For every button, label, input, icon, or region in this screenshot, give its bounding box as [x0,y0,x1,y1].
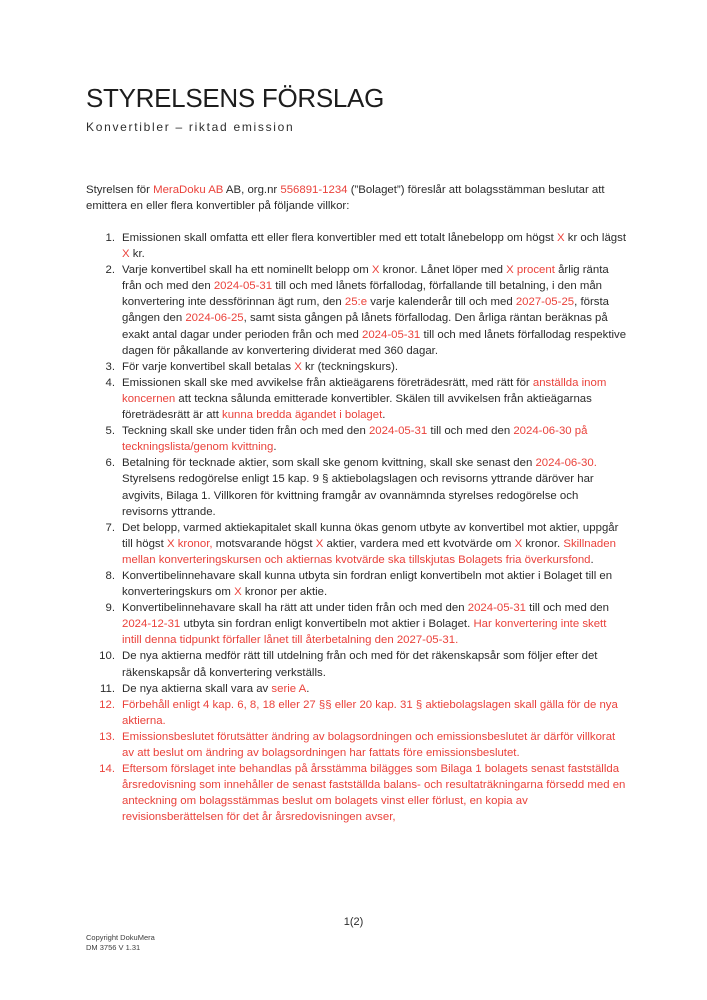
item-text [122,520,627,568]
static-text: . [273,441,277,454]
copyright-line: Copyright DokuMera [86,933,155,942]
item-number: 8. [105,569,115,582]
static-text: kr och lägst [564,232,626,244]
static-text: till och med den [427,425,514,438]
variable-text: Eftersom förslaget inte behandlas på årsstämma bilägges som Bilaga 1 bolagets senast fastställda årsredovisning som innehåller de senast fastställda balans- och resultaträkningarna försedd med en anteckning om bolagsstämmas beslut om bolagets vinst eller förlust, en kopia av revisionsberättelsen för det år årsredovisningen avser, [122,763,626,824]
item-text [122,423,627,455]
variable-text: kunna bredda ägandet i bolaget [222,409,383,422]
static-text: kronor. Lånet löper med [379,264,507,277]
item-number: 4. [105,376,115,389]
static-text: varje kalenderår till och med [367,296,516,309]
static-text: Emissionen skall omfatta ett eller flera konvertibler med ett totalt lånebelopp om högst [122,232,557,244]
item-number: 6. [105,457,115,470]
static-text: , samt sista gången på lånets förfallodag. Den årliga räntan beräknas på exakt antal dagar under perioden från och med [122,312,608,341]
terms-list [86,230,629,825]
variable-text: X [315,537,324,550]
variable-text: X procent [506,264,555,277]
item-text [122,729,627,761]
static-text: Betalning för tecknade aktier, som skall ske genom kvittning, skall ske senast den [122,457,536,470]
item-text [122,761,627,825]
variable-text: MeraDoku AB [153,184,224,196]
static-text: De nya aktierna skall vara av [122,682,272,695]
variable-text: 556891-1234 [280,184,348,196]
item-number: 5. [105,425,115,438]
item-text [122,648,627,680]
page-number: 1(2) [343,916,364,928]
variable-text: Emissionsbeslutet förutsätter ändring av bolagsordningen och emissionsbeslutet är därför villkorat av att beslut om ändring av bolagsordningen har fattats före emissionsbeslutet. [122,730,616,759]
variable-text: serie A [271,682,307,695]
variable-text: X [371,264,380,277]
static-text: att teckna sålunda emitterade konvertibler. Skälen till avvikelsen från aktieägarnas företrädesrätt är att [122,392,592,422]
static-text: Teckning skall ske under tiden från och med den [122,425,369,438]
list-item [86,455,629,519]
static-text: De nya aktierna medför rätt till utdelning från och med för det räkenskapsår som följer efter det räkenskapsår då konvertering verkställs. [122,650,598,679]
variable-text: 2027-05-25 [515,296,575,309]
list-item [86,359,629,375]
item-number: 13. [99,730,115,743]
static-text: kronor. [522,537,564,550]
variable-text: 2024-06-25 [185,312,244,325]
variable-text: X [294,360,302,373]
item-number: 14. [99,763,115,776]
variable-text: Förbehåll enligt 4 kap. 6, 8, 18 eller 27 §§ eller 20 kap. 31 § aktiebolagslagen skall gälla för de nya aktierna. [122,698,618,727]
list-item [86,697,629,729]
static-text: . [306,682,310,695]
list-item [86,520,629,568]
static-text: , första gången den [122,296,609,325]
list-item [86,648,629,680]
static-text: Konvertibelinnehavare skall kunna utbyta sin fordran enligt konvertibeln mot aktier i Bolaget till en konverteringskurs om [122,569,613,599]
document-header [86,84,627,134]
item-text [122,697,627,729]
variable-text: 2024-06-30. [535,457,597,470]
list-item [86,568,629,600]
static-text: till och med den [526,602,609,615]
static-text: utbyta sin fordran enligt konvertibeln mot aktier i Bolaget. [180,618,474,631]
static-text: till och med lånets förfallodag respektive dagen för påkallande av konvertering dividerat med 360 dagar. [122,328,627,357]
item-text [122,600,627,648]
variable-text: Har konvertering inte skett intill denna tidpunkt förfaller lånet till återbetalning den 2027-05-31. [122,618,607,647]
variable-text: anställda inom koncernen [122,376,607,405]
item-number: 11. [100,682,115,695]
static-text: Varje konvertibel skall ha ett nominellt belopp om [122,264,372,277]
list-item [86,600,629,648]
list-item [86,423,629,455]
static-text: kronor per aktie. [241,586,328,599]
variable-text: 2024-05-31 [362,328,421,341]
item-number: 9. [105,602,115,615]
static-text: Styrelsens redogörelse enligt 15 kap. 9 § aktiebolagslagen och revisorns yttrande däröver har avgivits, Bilaga 1. Villkoren för kvittning framgår av ovannämnda styrelses redogörelse och revisorns yttrande. [122,473,594,518]
list-item [86,729,629,761]
static-text: Styrelsen för [86,184,154,196]
variable-text: X kronor, [166,537,213,550]
variable-text: 2024-05-31 [467,602,527,615]
variable-text: X [514,537,523,550]
item-text [122,262,627,359]
item-text [122,455,627,519]
list-item [86,230,629,262]
item-number: 7. [105,521,115,534]
item-text [122,568,627,600]
item-text [122,681,627,697]
variable-text: 2024-05-31 [368,425,428,438]
item-number: 10. [99,650,115,663]
page-subtitle: Konvertibler – riktad emission [86,119,295,134]
static-text: Konvertibelinnehavare skall ha rätt att under tiden från och med den [122,602,468,615]
variable-text: 2024-12-31 [122,618,181,631]
item-number: 1. [105,232,115,244]
static-text: till och med lånets förfallodag, förfallande till betalning, i den mån konvertering inte dessförinnan ägt rum, den [122,280,602,309]
variable-text: 25:e [344,296,368,309]
static-text: aktier, vardera med ett kvotvärde om [323,537,515,550]
item-text [122,375,627,423]
list-item [86,375,629,423]
item-text [122,359,627,375]
static-text: Det belopp, varmed aktiekapitalet skall kunna ökas genom utbyte av konvertibel mot aktier, uppgår till högst [122,521,619,550]
variable-text: X [122,248,130,261]
item-number: 2. [105,264,115,277]
variable-text: X [556,232,565,244]
static-text: årlig ränta från och med den [122,264,609,293]
list-item [86,761,629,825]
footer-copyright [86,933,155,953]
item-number: 12. [99,698,115,711]
list-item [86,681,629,697]
static-text: kr. [129,248,145,261]
variable-text: Skillnaden mellan konverteringskursen och aktiernas kvotvärde ska tillskjutas Bolagets fria överkursfond [122,537,616,566]
variable-text: 2024-06-30 på teckningslista/genom kvittning [122,425,588,454]
static-text: För varje konvertibel skall betalas [122,360,295,373]
variable-text: 2024-05-31 [213,280,273,293]
static-text: (”Bolaget”) föreslår att bolagsstämman beslutar att emittera en eller flera konvertibler på följande villkor: [86,184,605,213]
static-text: AB, org.nr [223,184,281,196]
intro-paragraph [86,182,629,214]
item-number: 3. [105,360,115,373]
doc-id-line: DM 3756 V 1.31 [86,943,141,952]
static-text: . [590,553,594,566]
static-text: kr (teckningskurs). [301,360,399,373]
static-text: . [382,409,386,422]
static-text: motsvarande högst [212,537,316,550]
item-text [122,230,627,262]
static-text: Emissionen skall ske med avvikelse från aktieägarens företrädesrätt, med rätt för [122,376,533,389]
variable-text: X [234,586,242,599]
list-item [86,262,629,359]
page-title: STYRELSENS FÖRSLAG [86,83,385,113]
